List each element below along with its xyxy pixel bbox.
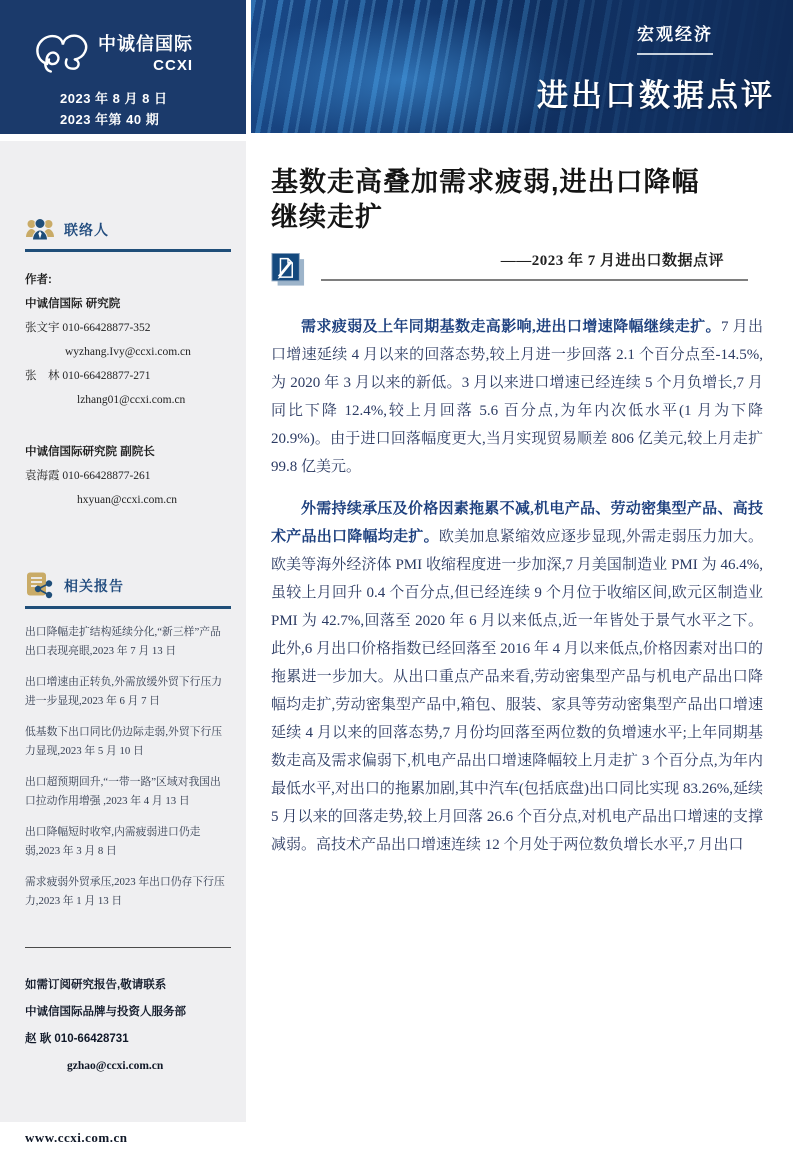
- subscribe-contact: [25, 1026, 232, 1053]
- header-brand-panel: [0, 0, 246, 134]
- report-item[interactable]: 出口降幅短时收窄,内需疲弱进口仍走弱,2023 年 3 月 8 日: [25, 826, 201, 857]
- issue-info: [60, 88, 246, 130]
- ccxi-elephant-logo-icon: [30, 26, 92, 78]
- main-content: [251, 141, 793, 873]
- paragraph-lead: 外需持续承压及价格因素拖累不减,机电产品、劳动密集型产品、高技术产品出口降幅均走扩。: [271, 501, 763, 545]
- subscribe-email[interactable]: gzhao@ccxi.com.cn: [67, 1060, 164, 1072]
- contact-phone: 010-66428877-271: [62, 370, 151, 382]
- spacer: [25, 412, 232, 440]
- document-pen-icon: [271, 252, 305, 288]
- report-subtitle: ——2023 年 7 月进出口数据点评: [500, 253, 724, 269]
- brand-name-cn: 中诚信国际: [98, 34, 193, 54]
- contacts-section-header: [25, 217, 232, 242]
- paragraph-lead: 需求疲弱及上年同期基数走高影响,进出口增速降幅继续走扩。: [301, 319, 721, 335]
- related-reports-icon: [25, 572, 55, 599]
- report-body: [271, 313, 763, 859]
- report-item[interactable]: 低基数下出口同比仍边际走弱,外贸下行压力显现,2023 年 5 月 10 日: [25, 726, 223, 757]
- report-title-line1: 基数走高叠加需求疲弱,进出口降幅: [271, 167, 700, 197]
- brand-logo: [30, 26, 246, 78]
- contacts-section-title: 联络人: [64, 221, 109, 238]
- reports-section-title: 相关报告: [64, 577, 124, 594]
- report-item[interactable]: 出口增速由正转负,外需放缓外贸下行压力进一步显现,2023 年 6 月 7 日: [25, 676, 223, 707]
- contact-phone: 010-66428877-352: [62, 322, 151, 334]
- paragraph-text: 7 月出口增速延续 4 月以来的回落态势,较上月进一步回落 2.1 个百分点至-14.5%,为 2020 年 3 月以来的新低。3 月以来进口增速已经连续 5 个月负增长,7 月同比下降 12.4%,较上月回落 5.6 百分点,为年内次低水平(1 月为下降 20.9%)。由于进口回落幅度更大,当月实现贸易顺差 806 亿美元,较上月走扩 99.8 亿美元。: [271, 319, 763, 475]
- body-paragraph: [271, 495, 763, 859]
- report-item[interactable]: 出口降幅走扩结构延续分化,“新三样”产品出口表现亮眼,2023 年 7 月 13 日: [25, 626, 221, 657]
- contact-person: [25, 364, 232, 388]
- category-badge: 宏观经济: [637, 20, 713, 55]
- subtitle-underline: [321, 249, 748, 281]
- reports-rule: [25, 606, 231, 609]
- contact-email[interactable]: lzhang01@ccxi.com.cn: [77, 394, 186, 406]
- contact-name: 张文宇: [25, 322, 60, 334]
- subscribe-divider: [25, 947, 231, 948]
- subscribe-contact-phone: 010-66428731: [54, 1033, 129, 1045]
- contacts-rule: [25, 249, 231, 252]
- sidebar: [0, 141, 246, 1145]
- paragraph-text: 欧美加息紧缩效应逐步显现,外需走弱压力加大。欧美等海外经济体 PMI 收缩程度进一步加深,7 月美国制造业 PMI 为 46.4%,虽较上月回升 0.4 个百分点,但已经连续 9 个月位于收缩区间,欧元区制造业 PMI 为 42.7%,回落至 2020 年 6 月以来低点,近一年皆处于景气水平之下。此外,6 月出口价格指数已经回落至 2016 年 4 月以来低点,价格因素对出口的拖累进一步加大。从出口重点产品来看,劳动密集型产品与机电产品出口降幅均走扩,劳动密集型产品中,箱包、服装、家具等劳动密集型产品出口增速延续 4 月以来的回落态势,7 月份均回落至两位数的负增速水平;上年同期基数走高及需求偏弱下,机电产品出口增速降幅较上月走扩 3 个百分点,为年内最低水平,对出口的拖累加剧,其中汽车(包括底盘)出口同比实现 83.26%,延续 5 月以来的回落走势,较上月回落 26.6 个百分点,对机电产品出口增速的支撑减弱。高技术产品出口增速连续 12 个月处于两位数负增长水平,7 月出口: [271, 529, 763, 853]
- related-report-list: [25, 623, 232, 911]
- brand-name-en: CCXI: [153, 57, 193, 74]
- contacts-block: [25, 268, 232, 512]
- body-paragraph: [271, 313, 763, 481]
- subscribe-line1: 如需订阅研究报告,敬请联系: [25, 979, 167, 991]
- contact-person: [25, 464, 232, 488]
- contact-name: 袁海霞: [25, 470, 60, 482]
- contact-email[interactable]: hxyuan@ccxi.com.cn: [77, 494, 178, 506]
- subscribe-block: [25, 972, 232, 1151]
- website-link[interactable]: www.ccxi.com.cn: [25, 1130, 128, 1145]
- contact-person: [25, 316, 232, 340]
- contact-email[interactable]: wyzhang.Ivy@ccxi.com.cn: [65, 346, 191, 358]
- report-title: [271, 165, 763, 235]
- header-banner: [251, 0, 793, 133]
- brand-logo-text: [98, 30, 193, 74]
- subscribe-contact-name: 赵 耿: [25, 1033, 52, 1045]
- vp-title: 中诚信国际研究院 副院长: [25, 446, 155, 458]
- report-item[interactable]: 需求疲弱外贸承压,2023 年出口仍存下行压力,2023 年 1 月 13 日: [25, 876, 225, 907]
- contact-name: 张 林: [25, 370, 60, 382]
- issue-number: 2023 年第 40 期: [60, 112, 160, 127]
- subtitle-row: [271, 249, 763, 281]
- report-item[interactable]: 出口超预期回升,“一带一路”区域对我国出口拉动作用增强 ,2023 年 4 月 13 日: [25, 776, 221, 807]
- contact-phone: 010-66428877-261: [62, 470, 151, 482]
- reports-section-header: [25, 572, 232, 599]
- issue-date: 2023 年 8 月 8 日: [60, 91, 168, 106]
- contacts-people-icon: [25, 217, 55, 242]
- report-title-line2: 继续走扩: [271, 202, 383, 232]
- author-org: 中诚信国际 研究院: [25, 298, 121, 310]
- subscribe-line2: 中诚信国际品牌与投资人服务部: [25, 1006, 186, 1018]
- banner-title: 进出口数据点评: [537, 78, 775, 113]
- author-label: 作者:: [25, 274, 52, 286]
